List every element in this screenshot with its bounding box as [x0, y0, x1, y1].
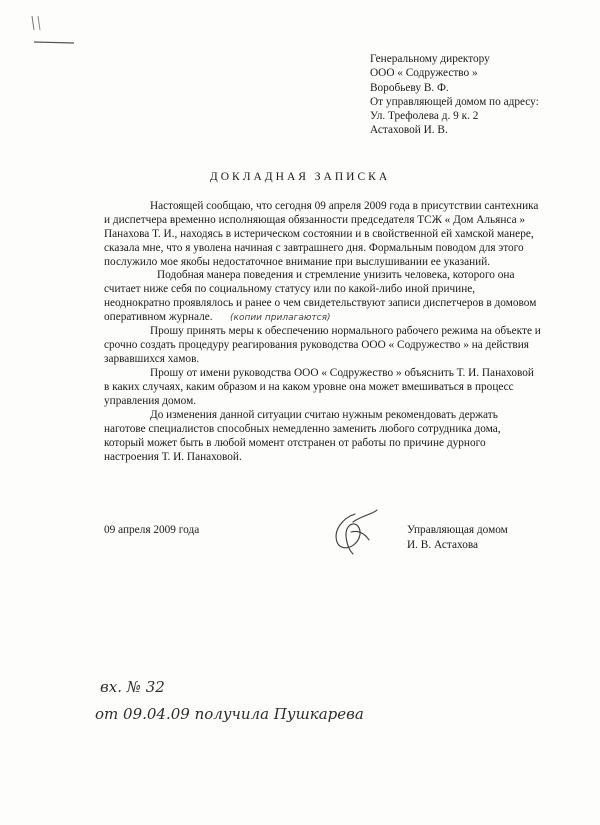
- signer-role: Управляющая домом: [407, 524, 508, 536]
- body-line: управления домом.: [104, 395, 197, 407]
- addressee-line-1: Генеральному директору: [370, 53, 490, 65]
- body-line: До изменения данной ситуации считаю нужным рекомендовать держать: [150, 409, 498, 421]
- handwritten-copies-note: (копии прилагаются): [230, 313, 331, 323]
- document-date: 09 апреля 2009 года: [104, 524, 200, 536]
- body-line: Настоящей сообщаю, что сегодня 09 апреля 2009 года в присутствии сантехника: [150, 200, 539, 212]
- body-line: послужило мое якобы недостаточное внимание при выслушивании ее указаний.: [104, 256, 491, 268]
- body-line: срочно создать процедуру реагирования руководства ООО « Содружество » на действия: [104, 339, 529, 351]
- body-line: Прошу принять меры к обеспечению нормального рабочего режима на объекте и: [150, 325, 541, 337]
- signature: [325, 508, 385, 558]
- addressee-line-6: Астаховой И. В.: [370, 124, 448, 136]
- addressee-line-4: От управляющей домом по адресу:: [370, 96, 539, 108]
- body-line: Подобная манера поведения и стремление унизить человека, которого она: [157, 269, 515, 281]
- punch-marks: [28, 10, 78, 50]
- document-title: ДОКЛАДНАЯ ЗАПИСКА: [209, 171, 391, 183]
- body-line: наготове специалистов способных немедленно заменить любого сотрудника дома,: [104, 423, 501, 435]
- handwritten-incoming-number: вх. № 32: [100, 678, 165, 696]
- body-line: настроения Т. И. Панаховой.: [104, 451, 242, 463]
- body-line: и диспетчера временно исполняющая обязанности председателя ТСЖ « Дом Альянса »: [104, 214, 526, 226]
- addressee-line-3: Воробьеву В. Ф.: [370, 82, 449, 94]
- body-line: сказала мне, что я уволена начиная с завтрашнего дня. Формальным поводом для этого: [104, 242, 524, 254]
- body-line: зарвавшихся хамов.: [104, 353, 200, 365]
- addressee-line-5: Ул. Трефолева д. 9 к. 2: [370, 110, 479, 122]
- body-line: неоднократно проявлялось и ранее о чем свидетельствуют записи диспетчеров в домовом: [104, 297, 537, 309]
- body-line: который может быть в любой момент отстранен от работы по причине дурного: [104, 437, 486, 449]
- body-line: в каких случаях, каким образом и на каком уровне она может вмешиваться в процесс: [104, 381, 514, 393]
- addressee-line-2: ООО « Содружество »: [370, 67, 478, 79]
- handwritten-received-note: от 09.04.09 получила Пушкарева: [95, 705, 364, 723]
- body-line: Панахова Т. И., находясь в истерическом состоянии и в свойственной ей хамской манере,: [104, 228, 534, 240]
- body-line: считает ниже себя по социальному статусу или по какой-либо иной причине,: [104, 283, 476, 295]
- signer-name: И. В. Астахова: [407, 539, 479, 551]
- body-line: Прошу от имени руководства ООО « Содружество » объяснить Т. И. Панаховой: [150, 367, 534, 379]
- body-line: оперативном журнале.: [104, 311, 213, 323]
